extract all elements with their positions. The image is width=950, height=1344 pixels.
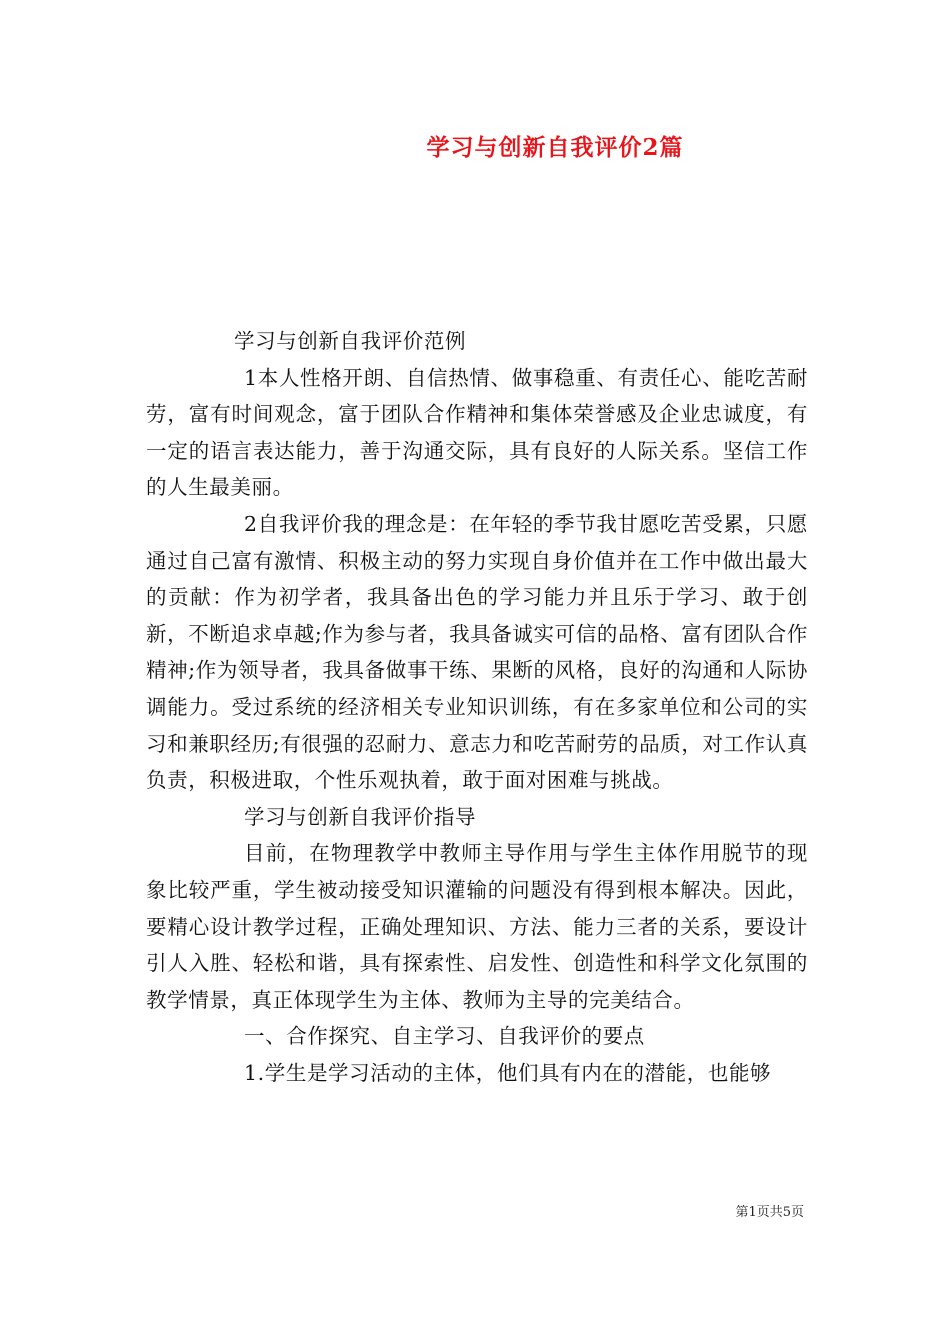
section-heading: 学习与创新自我评价指导 xyxy=(244,804,477,829)
body-paragraph: 1本人性格开朗、自信热情、做事稳重、有责任心、能吃苦耐劳，富有时间观念，富于团队合作精神和集体荣誉感及企业忠诚度，有一定的语言表达能力，善于沟通交际，具有良好的人际关系。坚信工作的人生最美丽。 xyxy=(146,365,808,500)
body-paragraph: 1.学生是学习活动的主体，他们具有内在的潜能，也能够 xyxy=(244,1060,772,1085)
body-paragraph: 目前，在物理教学中教师主导作用与学生主体作用脱节的现象比较严重，学生被动接受知识灌输的问题没有得到根本解决。因此，要精心设计教学过程，正确处理知识、方法、能力三者的关系，要设计引人入胜、轻松和谐，具有探索性、启发性、创造性和科学文化氛围的教学情景，真正体现学生为主体、教师为主导的完美结合。 xyxy=(146,841,808,1012)
section-heading: 学习与创新自我评价范例 xyxy=(234,329,467,353)
document-title: 学习与创新自我评价2篇 xyxy=(426,134,684,161)
page-number: 第1页共5页 xyxy=(735,1205,804,1220)
body-paragraph: 2自我评价我的理念是：在年轻的季节我甘愿吃苦受累，只愿通过自己富有激情、积极主动的努力实现自身价值并在工作中做出最大的贡献：作为初学者，我具备出色的学习能力并且乐于学习、敢于创新，不断追求卓越;作为参与者，我具备诚实可信的品格、富有团队合作精神;作为领导者，我具备做事干练、果断的风格，良好的沟通和人际协调能力。受过系统的经济相关专业知识训练，有在多家单位和公司的实习和兼职经历;有很强的忍耐力、意志力和吃苦耐劳的品质，对工作认真负责，积极进取，个性乐观执着，敢于面对困难与挑战。 xyxy=(146,511,808,793)
section-heading: 一、合作探究、自主学习、自我评价的要点 xyxy=(244,1024,645,1049)
document-body xyxy=(146,323,808,1091)
